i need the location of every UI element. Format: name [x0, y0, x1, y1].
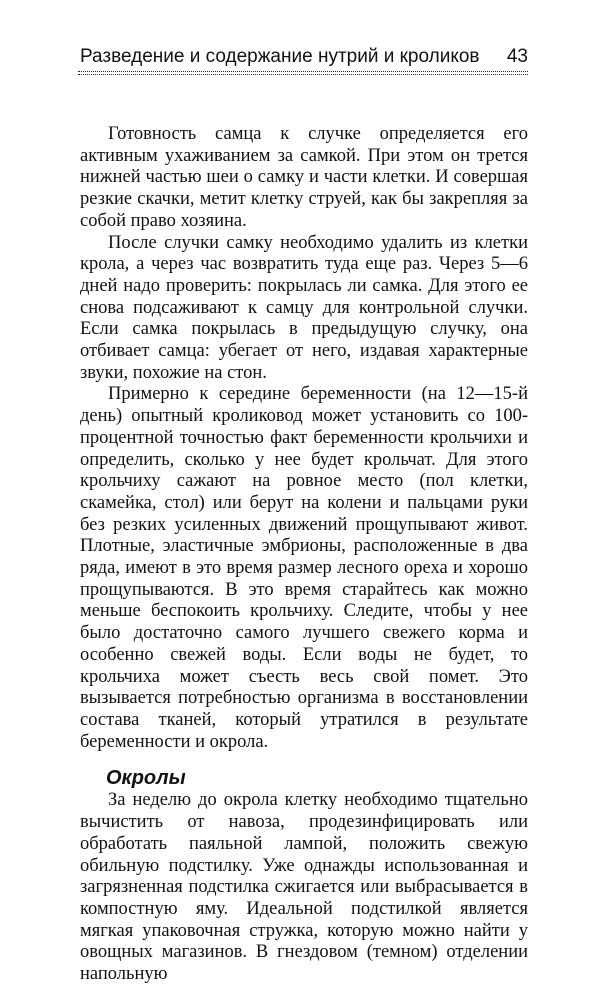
paragraph-male-readiness: Готовность самца к случке определяется его активным ухаживанием за самкой. При этом он трется нижней частью шеи о самку и части клетки. И совершая резкие скачки, метит клетку струей, как бы закрепляя за собой право хозяина. [80, 124, 528, 231]
main-text [80, 124, 528, 986]
page-number: 43 [506, 46, 528, 67]
paragraph-after-mating: После случки самку необходимо удалить из клетки крола, а через час возвратить туда еще раз. Через 5—6 дней надо проверить: покрылась ли самка. Для этого ее снова подсаживают к самцу для контрольной случки. Если самка покрылась в предыдущую случку, она отбивает самца: убегает от него, издавая характерные звуки, похожие на стон. [80, 232, 528, 383]
section-heading-okroly: Окролы [106, 767, 186, 790]
running-header [80, 44, 528, 70]
running-header-title: Разведение и содержание нутрий и кроликов [80, 46, 480, 67]
paragraph-kindling-prep: За неделю до окрола клетку необходимо тщательно вычистить от навоза, продезинфицировать или обработать паяльной лампой, положить свежую обильную подстилку. Уже однажды использованная и загрязненная подстилка сжигается или выбрасывается в компостную яму. Идеальной подстилкой является мягкая упаковочная стружка, которую можно найти у овощных магазинов. В гнездовом (темном) отделении напольную [80, 790, 528, 985]
header-divider [78, 71, 528, 75]
paragraph-pregnancy-check: Примерно к середине беременности (на 12—15-й день) опытный кроликовод может установить со 100-процентной точностью факт беременности крольчихи и определить, сколько у нее будет крольчат. Для этого крольчиху сажают на ровное место (пол клетки, скамейка, стол) или берут на колени и пальцами руки без резких усиленных движений прощупывают живот. Плотные, эластичные эмбрионы, расположенные в два ряда, имеют в это время размер лесного ореха и хорошо прощупываются. В это время старайтесь как можно меньше беспокоить крольчиху. Следите, чтобы у нее было достаточно самого лучшего свежего корма и особенно свежей воды. Если воды не будет, то крольчиха может съесть весь свой помет. Это вызывается потребностью организма в восстановлении состава тканей, который утратился в результате беременности и окрола. [80, 384, 528, 752]
